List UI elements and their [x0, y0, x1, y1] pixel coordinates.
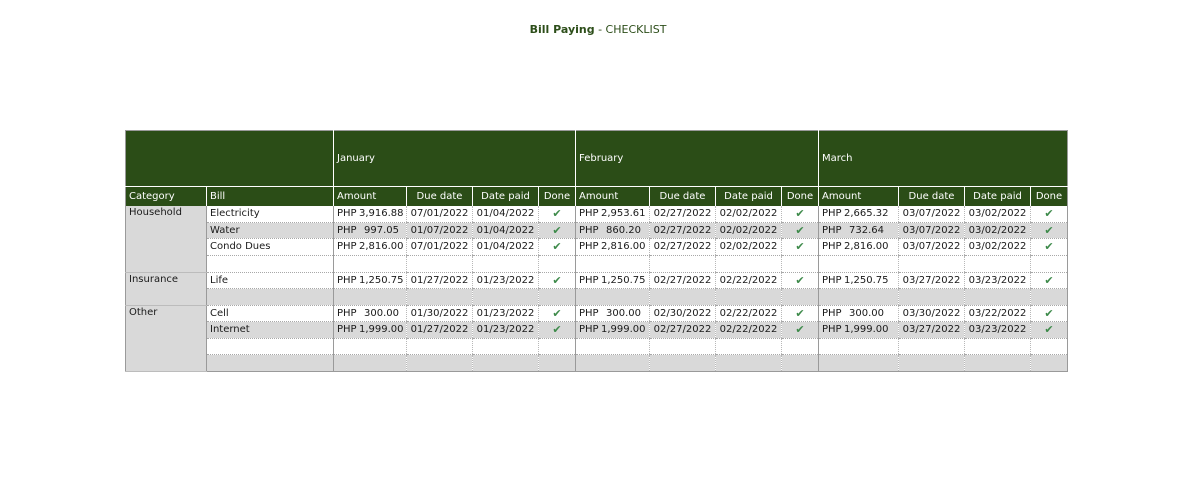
done-check-icon[interactable]	[539, 289, 576, 306]
date-paid-cell[interactable]: 01/23/2022	[473, 305, 539, 322]
col-header-done[interactable]: Done	[1031, 187, 1068, 207]
month-header-january[interactable]: January	[334, 131, 576, 187]
col-header-amount[interactable]: Amount	[576, 187, 650, 207]
due-date-cell[interactable]	[407, 289, 473, 306]
done-check-icon[interactable]	[782, 355, 819, 372]
amount-cell[interactable]	[334, 338, 407, 355]
done-check-icon[interactable]	[539, 338, 576, 355]
amount-value: 300.00	[364, 307, 399, 319]
date-paid-cell[interactable]	[473, 355, 539, 372]
amount-cell[interactable]	[576, 272, 650, 289]
due-date-cell[interactable]	[899, 355, 965, 372]
amount-cell[interactable]	[819, 338, 899, 355]
amount-cell[interactable]	[819, 289, 899, 306]
currency-label: PHP	[822, 224, 842, 236]
currency-label: PHP	[337, 307, 357, 319]
amount-value: 300.00	[849, 307, 884, 319]
currency-label: PHP	[579, 208, 599, 220]
due-date-cell[interactable]	[899, 289, 965, 306]
title-suffix: - CHECKLIST	[594, 23, 667, 36]
done-check-icon[interactable]	[539, 355, 576, 372]
table-row	[126, 289, 1068, 306]
date-paid-cell[interactable]	[965, 255, 1031, 272]
date-paid-cell[interactable]	[965, 289, 1031, 306]
col-header-due-date[interactable]: Due date	[899, 187, 965, 207]
table-row	[126, 239, 1068, 256]
due-date-cell[interactable]	[650, 338, 716, 355]
amount-cell[interactable]	[819, 322, 899, 339]
done-check-icon[interactable]	[782, 338, 819, 355]
date-paid-cell[interactable]: 03/23/2022	[965, 322, 1031, 339]
done-check-icon[interactable]: ✔	[1031, 322, 1068, 339]
amount-cell[interactable]	[576, 355, 650, 372]
bill-cell[interactable]: Water	[207, 222, 334, 239]
currency-label: PHP	[337, 324, 357, 336]
date-paid-cell[interactable]	[716, 289, 782, 306]
amount-cell[interactable]	[576, 255, 650, 272]
category-cell[interactable]: Other	[126, 305, 207, 371]
amount-value: 1,250.75	[601, 274, 646, 286]
month-header-row	[126, 131, 1068, 187]
table-row	[126, 322, 1068, 339]
due-date-cell[interactable]: 03/27/2022	[899, 322, 965, 339]
amount-cell[interactable]	[576, 222, 650, 239]
due-date-cell[interactable]: 07/01/2022	[407, 239, 473, 256]
amount-value: 2,953.61	[601, 208, 646, 220]
date-paid-cell[interactable]: 03/02/2022	[965, 239, 1031, 256]
table-row	[126, 255, 1068, 272]
amount-cell[interactable]	[334, 255, 407, 272]
bill-cell[interactable]	[207, 289, 334, 306]
page-title	[0, 23, 1196, 36]
amount-cell[interactable]	[576, 289, 650, 306]
amount-cell[interactable]	[576, 206, 650, 222]
currency-label: PHP	[337, 274, 357, 286]
date-paid-cell[interactable]	[473, 289, 539, 306]
col-header-category[interactable]: Category	[126, 187, 207, 207]
bill-checklist-table	[125, 130, 1068, 372]
date-paid-cell[interactable]: 01/04/2022	[473, 239, 539, 256]
due-date-cell[interactable]: 07/01/2022	[407, 206, 473, 222]
col-header-amount[interactable]: Amount	[819, 187, 899, 207]
amount-cell[interactable]	[576, 322, 650, 339]
date-paid-cell[interactable]: 03/23/2022	[965, 272, 1031, 289]
date-paid-cell[interactable]: 02/02/2022	[716, 239, 782, 256]
amount-cell[interactable]	[334, 322, 407, 339]
date-paid-cell[interactable]: 03/02/2022	[965, 206, 1031, 222]
amount-value: 997.05	[364, 224, 399, 236]
done-check-icon[interactable]: ✔	[782, 272, 819, 289]
bill-cell[interactable]: Internet	[207, 322, 334, 339]
date-paid-cell[interactable]: 02/02/2022	[716, 206, 782, 222]
col-header-due-date[interactable]: Due date	[650, 187, 716, 207]
currency-label: PHP	[822, 208, 842, 220]
table-row	[126, 206, 1068, 222]
amount-value: 2,816.00	[359, 241, 404, 253]
date-paid-cell[interactable]	[716, 355, 782, 372]
amount-value: 1,999.00	[601, 324, 646, 336]
due-date-cell[interactable]: 01/30/2022	[407, 305, 473, 322]
due-date-cell[interactable]	[407, 355, 473, 372]
due-date-cell[interactable]: 03/30/2022	[899, 305, 965, 322]
done-check-icon[interactable]: ✔	[1031, 272, 1068, 289]
currency-label: PHP	[822, 241, 842, 253]
col-header-date-paid[interactable]: Date paid	[965, 187, 1031, 207]
amount-value: 300.00	[606, 307, 641, 319]
due-date-cell[interactable]	[650, 289, 716, 306]
header-blank-cell[interactable]	[126, 131, 334, 187]
category-cell[interactable]: Household	[126, 206, 207, 272]
due-date-cell[interactable]	[407, 338, 473, 355]
col-header-date-paid[interactable]: Date paid	[716, 187, 782, 207]
done-check-icon[interactable]	[539, 255, 576, 272]
date-paid-cell[interactable]	[716, 255, 782, 272]
done-check-icon[interactable]: ✔	[782, 322, 819, 339]
date-paid-cell[interactable]: 02/02/2022	[716, 222, 782, 239]
date-paid-cell[interactable]: 02/22/2022	[716, 305, 782, 322]
table-row	[126, 305, 1068, 322]
bill-cell[interactable]: Life	[207, 272, 334, 289]
bill-cell[interactable]	[207, 255, 334, 272]
currency-label: PHP	[579, 241, 599, 253]
col-header-bill[interactable]: Bill	[207, 187, 334, 207]
done-check-icon[interactable]: ✔	[782, 222, 819, 239]
amount-cell[interactable]	[819, 206, 899, 222]
done-check-icon[interactable]: ✔	[782, 206, 819, 222]
amount-cell[interactable]	[819, 222, 899, 239]
table-body	[126, 206, 1068, 371]
due-date-cell[interactable]	[899, 338, 965, 355]
amount-cell[interactable]	[819, 255, 899, 272]
amount-cell[interactable]	[819, 305, 899, 322]
due-date-cell[interactable]: 01/27/2022	[407, 272, 473, 289]
due-date-cell[interactable]: 03/07/2022	[899, 206, 965, 222]
currency-label: PHP	[579, 307, 599, 319]
done-check-icon[interactable]: ✔	[539, 272, 576, 289]
amount-value: 1,250.75	[359, 274, 404, 286]
col-header-date-paid[interactable]: Date paid	[473, 187, 539, 207]
amount-cell[interactable]	[334, 305, 407, 322]
currency-label: PHP	[579, 324, 599, 336]
done-check-icon[interactable]: ✔	[539, 322, 576, 339]
amount-cell[interactable]	[819, 355, 899, 372]
table-row	[126, 338, 1068, 355]
amount-cell[interactable]	[334, 355, 407, 372]
category-cell[interactable]: Insurance	[126, 272, 207, 305]
due-date-cell[interactable]: 02/27/2022	[650, 272, 716, 289]
done-check-icon[interactable]: ✔	[782, 239, 819, 256]
due-date-cell[interactable]	[650, 355, 716, 372]
done-check-icon[interactable]	[1031, 289, 1068, 306]
done-check-icon[interactable]: ✔	[1031, 206, 1068, 222]
currency-label: PHP	[822, 324, 842, 336]
due-date-cell[interactable]: 03/07/2022	[899, 239, 965, 256]
month-header-february[interactable]: February	[576, 131, 819, 187]
date-paid-cell[interactable]	[965, 338, 1031, 355]
amount-cell[interactable]	[576, 338, 650, 355]
table-row	[126, 272, 1068, 289]
currency-label: PHP	[579, 224, 599, 236]
done-check-icon[interactable]	[1031, 255, 1068, 272]
done-check-icon[interactable]	[1031, 355, 1068, 372]
due-date-cell[interactable]: 03/07/2022	[899, 222, 965, 239]
due-date-cell[interactable]: 02/27/2022	[650, 206, 716, 222]
bill-cell[interactable]: Cell	[207, 305, 334, 322]
amount-value: 2,665.32	[844, 208, 889, 220]
due-date-cell[interactable]: 01/27/2022	[407, 322, 473, 339]
date-paid-cell[interactable]	[473, 255, 539, 272]
done-check-icon[interactable]: ✔	[782, 305, 819, 322]
date-paid-cell[interactable]: 01/23/2022	[473, 322, 539, 339]
done-check-icon[interactable]: ✔	[539, 305, 576, 322]
title-main: Bill Paying	[529, 23, 595, 36]
amount-value: 1,250.75	[844, 274, 889, 286]
date-paid-cell[interactable]: 02/22/2022	[716, 322, 782, 339]
amount-cell[interactable]	[334, 239, 407, 256]
bill-cell[interactable]: Condo Dues	[207, 239, 334, 256]
due-date-cell[interactable]: 02/27/2022	[650, 222, 716, 239]
col-header-amount[interactable]: Amount	[334, 187, 407, 207]
currency-label: PHP	[337, 224, 357, 236]
due-date-cell[interactable]	[899, 255, 965, 272]
amount-value: 3,916.88	[359, 208, 404, 220]
date-paid-cell[interactable]	[716, 338, 782, 355]
date-paid-cell[interactable]: 01/23/2022	[473, 272, 539, 289]
amount-cell[interactable]	[576, 239, 650, 256]
due-date-cell[interactable]	[650, 255, 716, 272]
due-date-cell[interactable]: 03/27/2022	[899, 272, 965, 289]
col-header-due-date[interactable]: Due date	[407, 187, 473, 207]
date-paid-cell[interactable]	[965, 355, 1031, 372]
col-header-done[interactable]: Done	[539, 187, 576, 207]
date-paid-cell[interactable]: 01/04/2022	[473, 206, 539, 222]
amount-cell[interactable]	[334, 272, 407, 289]
amount-cell[interactable]	[334, 289, 407, 306]
date-paid-cell[interactable]: 03/02/2022	[965, 222, 1031, 239]
done-check-icon[interactable]: ✔	[1031, 222, 1068, 239]
bill-cell[interactable]: Electricity	[207, 206, 334, 222]
table-row	[126, 355, 1068, 372]
amount-cell[interactable]	[334, 222, 407, 239]
currency-label: PHP	[822, 274, 842, 286]
amount-cell[interactable]	[576, 305, 650, 322]
date-paid-cell[interactable]: 02/22/2022	[716, 272, 782, 289]
done-check-icon[interactable]: ✔	[1031, 239, 1068, 256]
due-date-cell[interactable]: 01/07/2022	[407, 222, 473, 239]
done-check-icon[interactable]: ✔	[539, 206, 576, 222]
done-check-icon[interactable]: ✔	[539, 222, 576, 239]
done-check-icon[interactable]: ✔	[539, 239, 576, 256]
done-check-icon[interactable]: ✔	[1031, 305, 1068, 322]
amount-value: 1,999.00	[359, 324, 404, 336]
due-date-cell[interactable]: 02/27/2022	[650, 322, 716, 339]
month-header-march[interactable]: March	[819, 131, 1068, 187]
amount-value: 732.64	[849, 224, 884, 236]
amount-cell[interactable]	[819, 239, 899, 256]
amount-cell[interactable]	[334, 206, 407, 222]
col-header-done[interactable]: Done	[782, 187, 819, 207]
currency-label: PHP	[579, 274, 599, 286]
due-date-cell[interactable]: 02/30/2022	[650, 305, 716, 322]
done-check-icon[interactable]	[1031, 338, 1068, 355]
bill-cell[interactable]	[207, 338, 334, 355]
amount-cell[interactable]	[819, 272, 899, 289]
done-check-icon[interactable]	[782, 289, 819, 306]
amount-value: 1,999.00	[844, 324, 889, 336]
currency-label: PHP	[337, 241, 357, 253]
column-header-row	[126, 187, 1068, 207]
done-check-icon[interactable]	[782, 255, 819, 272]
amount-value: 2,816.00	[844, 241, 889, 253]
currency-label: PHP	[337, 208, 357, 220]
due-date-cell[interactable]: 02/27/2022	[650, 239, 716, 256]
bill-cell[interactable]	[207, 355, 334, 372]
table-row	[126, 222, 1068, 239]
currency-label: PHP	[822, 307, 842, 319]
due-date-cell[interactable]	[407, 255, 473, 272]
date-paid-cell[interactable]	[473, 338, 539, 355]
date-paid-cell[interactable]: 03/22/2022	[965, 305, 1031, 322]
amount-value: 860.20	[606, 224, 641, 236]
date-paid-cell[interactable]: 01/04/2022	[473, 222, 539, 239]
amount-value: 2,816.00	[601, 241, 646, 253]
